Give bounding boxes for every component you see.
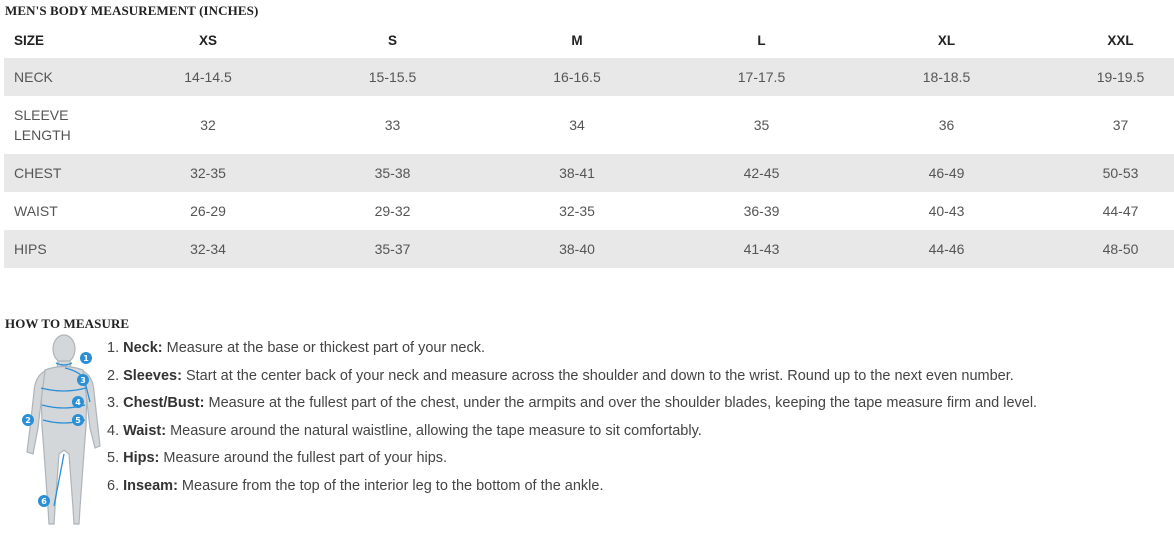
header-cell: L	[757, 32, 766, 48]
step-term: Hips:	[123, 450, 160, 466]
step-number: 5.	[107, 450, 120, 466]
header-cell: XS	[198, 32, 217, 48]
svg-text:5: 5	[75, 416, 81, 425]
step-number: 3.	[107, 395, 120, 411]
table-cell: 15-15.5	[300, 58, 485, 96]
marker-6-icon	[38, 495, 50, 507]
step-text: Measure at the base or thickest part of your neck.	[162, 340, 485, 356]
step-number: 4.	[107, 422, 120, 439]
table-cell: 32	[200, 117, 216, 133]
table-cell: 37	[1112, 117, 1129, 133]
svg-text:6: 6	[41, 497, 47, 506]
row-label: NECK	[4, 58, 116, 96]
svg-text:4: 4	[75, 398, 81, 407]
step-term: Sleeves:	[123, 367, 182, 384]
step-text: Measure from the top of the interior leg to the bottom of the ankle.	[177, 477, 604, 494]
table-row	[4, 154, 1174, 192]
header-cell: XXL	[1107, 32, 1134, 48]
table-cell: 14-14.5	[116, 58, 300, 96]
step-number: 6.	[107, 477, 120, 494]
row-label: CHEST	[4, 154, 116, 192]
marker-3-icon	[77, 374, 89, 386]
table-cell: 32-35	[559, 203, 595, 219]
header-cell: XL	[937, 32, 956, 48]
body-figure-illustration	[4, 330, 104, 529]
how-to-measure-title: HOW TO MEASURE	[5, 316, 130, 331]
table-cell: 17-17.5	[669, 58, 854, 96]
step-text: Measure around the natural waistline, allowing the tape measure to sit comfortably.	[166, 422, 702, 439]
step-sleeves	[107, 365, 1037, 393]
measurement-steps-list	[107, 337, 1037, 502]
table-cell: 40-43	[928, 203, 965, 219]
step-number: 1.	[107, 340, 120, 356]
step-text: Measure around the fullest part of your hips.	[159, 450, 448, 466]
table-title: MEN'S BODY MEASUREMENT (INCHES)	[5, 3, 259, 18]
table-cell: 36	[938, 117, 955, 133]
table-cell: 44-46	[854, 230, 1039, 268]
step-hips	[107, 447, 1037, 475]
step-term: Chest/Bust:	[123, 395, 205, 411]
step-inseam	[107, 475, 1037, 503]
table-cell: 19-19.5	[1039, 58, 1174, 96]
table-row	[4, 192, 1174, 230]
table-cell: 46-49	[854, 154, 1039, 192]
table-cell: 44-47	[1102, 203, 1139, 219]
step-waist	[107, 420, 1037, 448]
marker-2-icon	[22, 414, 34, 426]
step-text: Start at the center back of your neck and measure across the shoulder and down to the wrist. Round up to the next even number.	[181, 367, 1014, 384]
svg-text:3: 3	[80, 376, 86, 385]
row-label: SLEEVE LENGTH	[14, 107, 71, 143]
step-term: Neck:	[123, 340, 163, 356]
header-cell: SIZE	[14, 32, 45, 48]
table-cell: 32-34	[116, 230, 300, 268]
table-cell: 42-45	[669, 154, 854, 192]
table-cell: 29-32	[374, 203, 411, 219]
header-cell: M	[571, 32, 583, 48]
step-chest	[107, 392, 1037, 420]
step-text: Measure at the fullest part of the chest, under the armpits and over the shoulder blades, keeping the tape measure firm and level.	[204, 395, 1038, 411]
table-cell: 35-37	[300, 230, 485, 268]
table-cell: 38-41	[485, 154, 669, 192]
size-chart-table	[4, 22, 1174, 268]
table-cell: 36-39	[743, 203, 780, 219]
step-term: Inseam:	[123, 477, 178, 494]
svg-text:1: 1	[83, 354, 89, 363]
table-cell: 35-38	[300, 154, 485, 192]
table-cell: 41-43	[669, 230, 854, 268]
table-cell: 38-40	[485, 230, 669, 268]
table-header-row	[4, 22, 1174, 58]
table-cell: 50-53	[1039, 154, 1174, 192]
marker-1-icon	[80, 352, 92, 364]
svg-text:2: 2	[25, 416, 31, 425]
table-cell: 18-18.5	[854, 58, 1039, 96]
table-cell: 16-16.5	[485, 58, 669, 96]
table-cell: 33	[384, 117, 401, 133]
table-cell: 48-50	[1039, 230, 1174, 268]
row-label: WAIST	[14, 203, 58, 219]
header-cell: S	[387, 32, 397, 48]
table-row	[4, 58, 1174, 96]
marker-5-icon	[72, 414, 84, 426]
step-term: Waist:	[123, 422, 167, 439]
table-cell: 32-35	[116, 154, 300, 192]
table-cell: 26-29	[190, 203, 226, 219]
table-cell: 35	[753, 117, 770, 133]
table-row	[4, 230, 1174, 268]
table-row	[4, 96, 1174, 154]
marker-4-icon	[72, 396, 84, 408]
body-figure-icon	[4, 330, 104, 529]
row-label: HIPS	[4, 230, 116, 268]
table-cell: 34	[569, 117, 585, 133]
step-neck	[107, 337, 1037, 365]
step-number: 2.	[107, 367, 120, 384]
